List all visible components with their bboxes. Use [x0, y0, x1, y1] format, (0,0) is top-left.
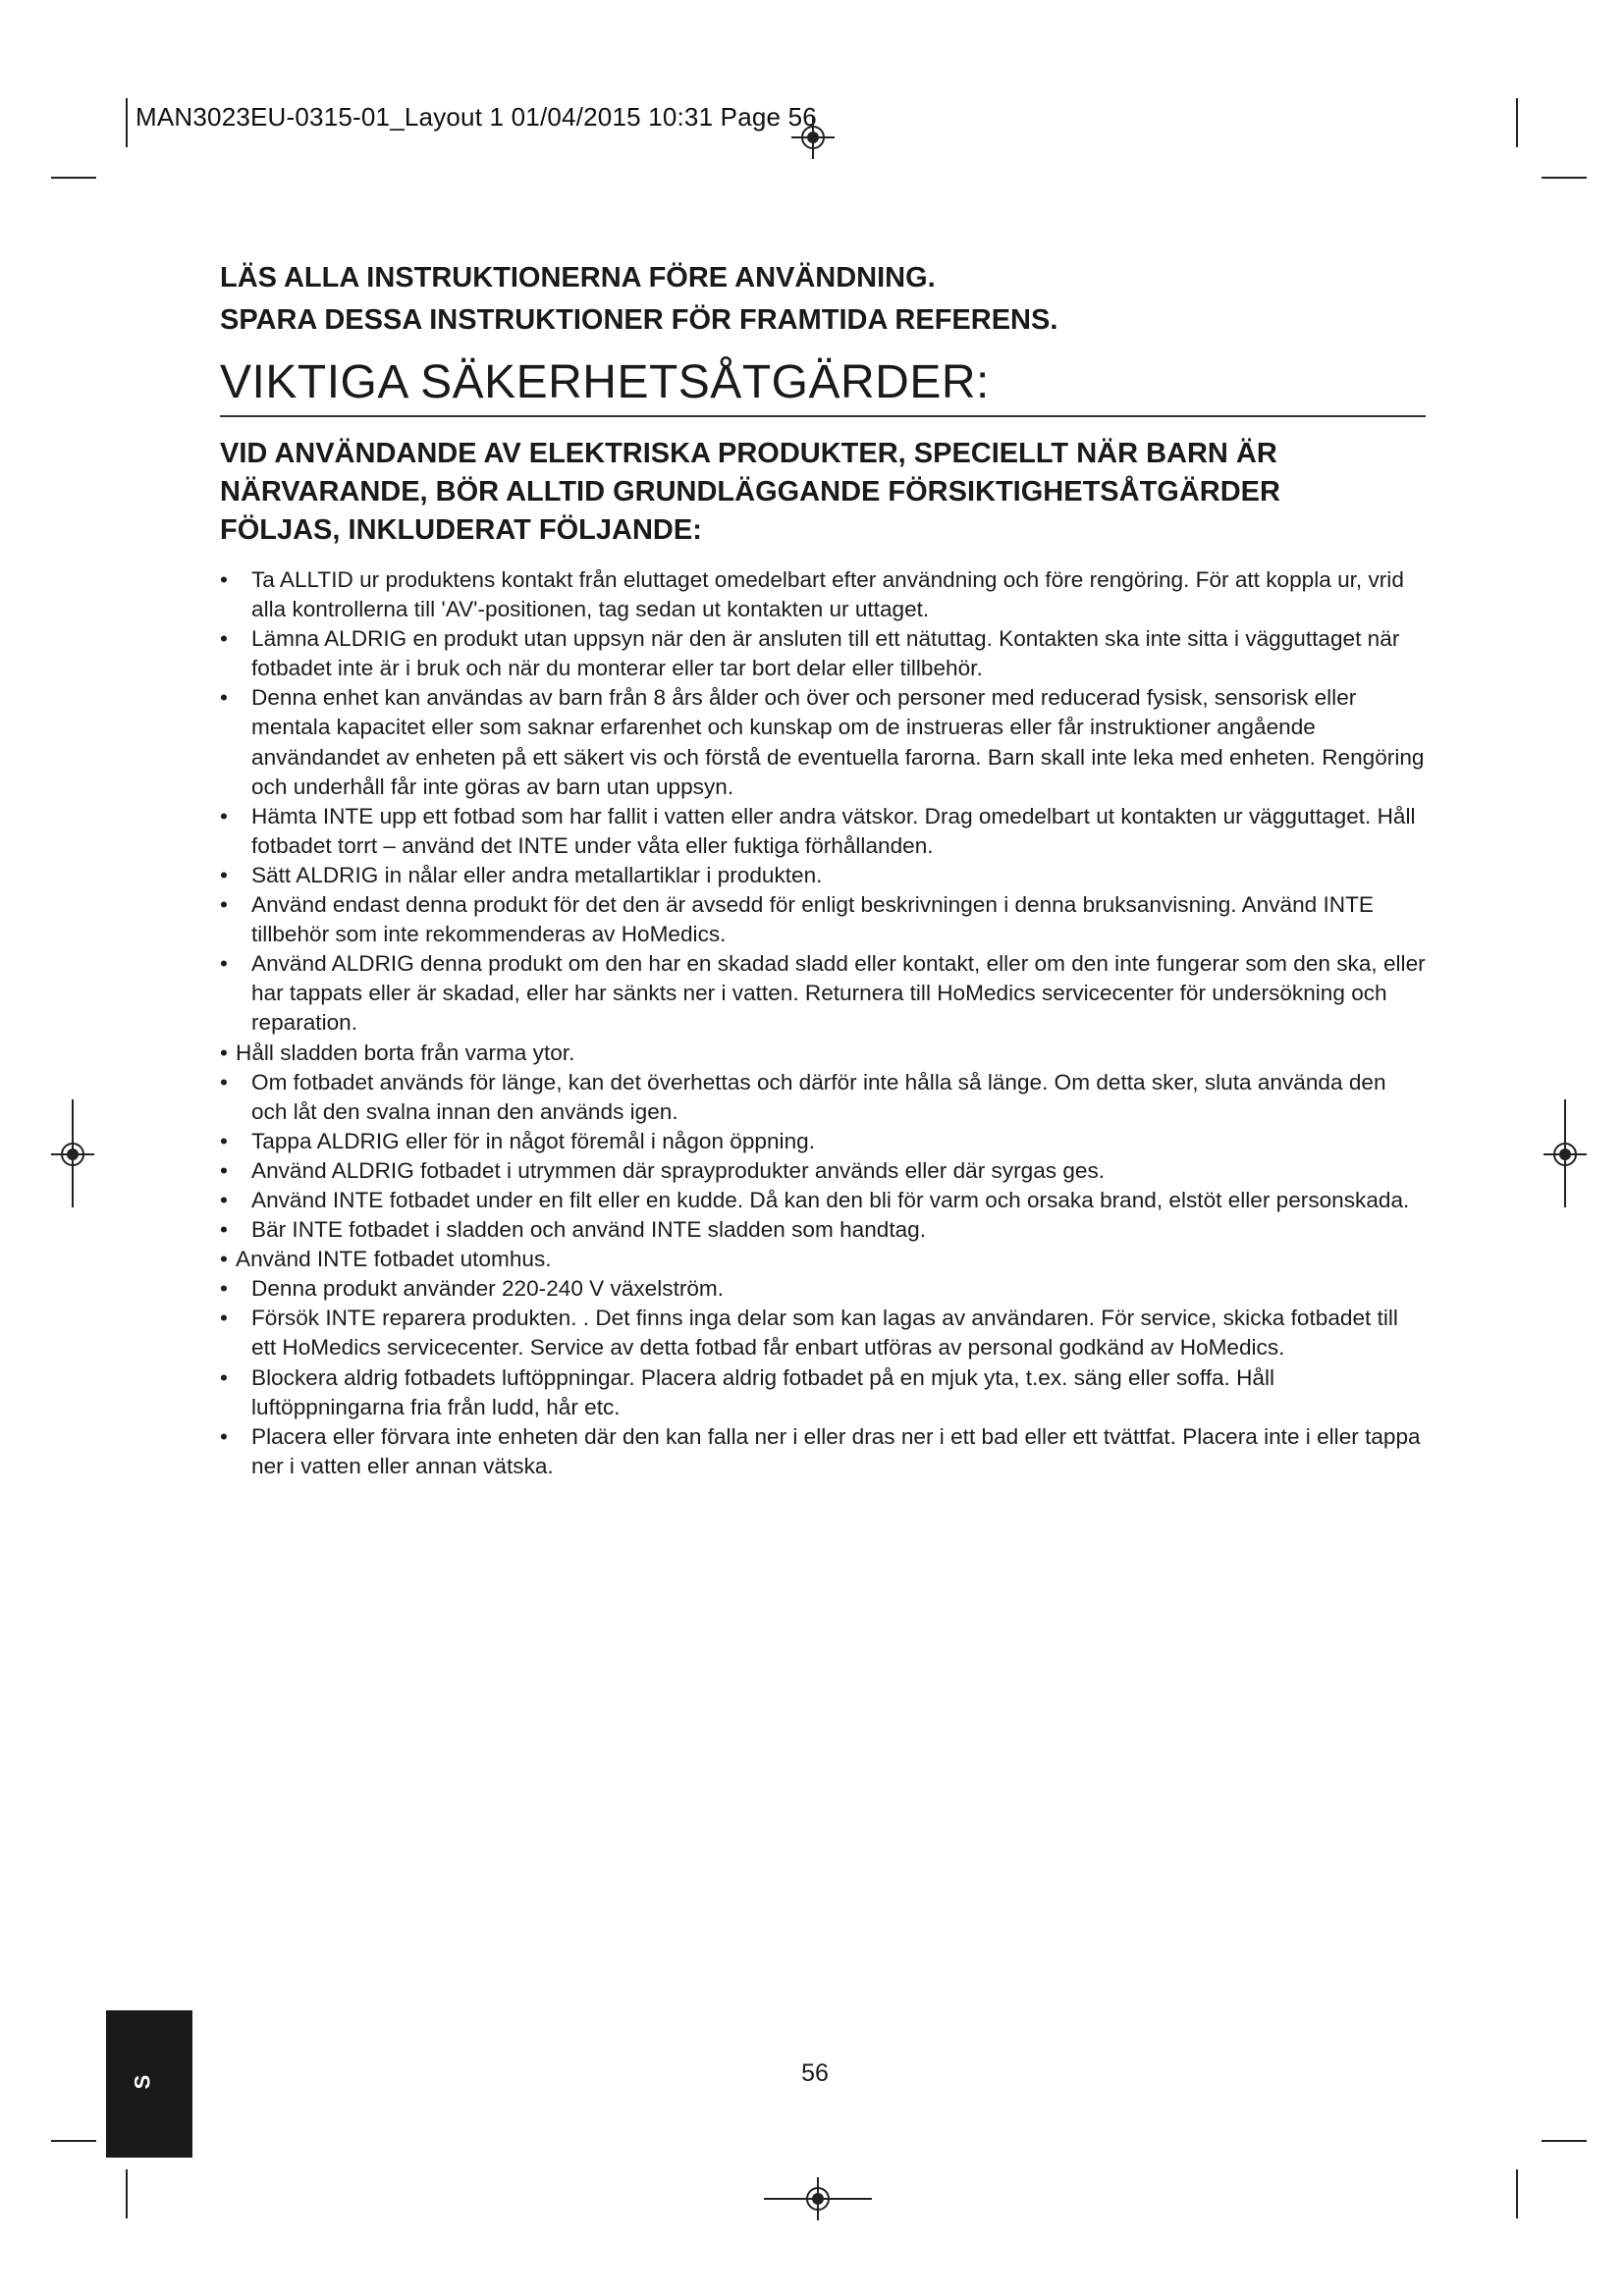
- crop-mark: [1564, 1099, 1566, 1207]
- list-item: • Försök INTE reparera produkten. . Det finns inga delar som kan lagas av användaren. För service, skicka fotbadet till ett HoMedics servicecenter. Service av detta fotbad får enbart utföras av personal godkänd av HoMedics.: [220, 1304, 1426, 1362]
- list-item: • Använd INTE fotbadet utomhus.: [220, 1245, 1426, 1274]
- document-body: [220, 257, 1426, 1481]
- crop-mark: [1542, 177, 1587, 179]
- crop-mark: [1516, 2169, 1518, 2218]
- crop-mark: [72, 1099, 74, 1207]
- list-item: • Sätt ALDRIG in nålar eller andra metallartiklar i produkten.: [220, 861, 1426, 890]
- list-item: • Lämna ALDRIG en produkt utan uppsyn när den är ansluten till ett nätuttag. Kontakten ska inte sitta i vägguttaget när fotbadet inte är i bruk och när du monterar eller tar bort delar eller tillbehör.: [220, 624, 1426, 683]
- crop-mark: [126, 2169, 128, 2218]
- list-item: • Använd INTE fotbadet under en filt eller en kudde. Då kan den bli för varm och orsaka brand, elstöt eller personskada.: [220, 1186, 1426, 1215]
- list-item: • Håll sladden borta från varma ytor.: [220, 1039, 1426, 1068]
- registration-mark-icon: [791, 116, 835, 159]
- printer-slug: MAN3023EU-0315-01_Layout 1 01/04/2015 10:31 Page 56: [135, 102, 817, 132]
- list-item: • Ta ALLTID ur produktens kontakt från eluttaget omedelbart efter användning och före rengöring. För att koppla ur, vrid alla kontrollerna till 'AV'-positionen, tag sedan ut kontakten ur uttaget.: [220, 565, 1426, 624]
- crop-mark: [1516, 98, 1518, 147]
- list-item: • Placera eller förvara inte enheten där den kan falla ner i eller dras ner i ett bad eller ett tvättfat. Placera inte i eller tappa ner i vatten eller annan vätska.: [220, 1422, 1426, 1481]
- list-item: • Bär INTE fotbadet i sladden och använd INTE sladden som handtag.: [220, 1215, 1426, 1245]
- list-item: • Hämta INTE upp ett fotbad som har fallit i vatten eller andra vätskor. Drag omedelbart ut kontakten ur vägguttaget. Håll fotbadet torrt – använd det INTE under våta eller fuktiga förhållanden.: [220, 802, 1426, 861]
- list-item: • Denna produkt använder 220-240 V växelström.: [220, 1274, 1426, 1304]
- crop-mark: [764, 2198, 872, 2200]
- list-item: • Använd ALDRIG fotbadet i utrymmen där sprayprodukter används eller där syrgas ges.: [220, 1156, 1426, 1186]
- crop-mark: [51, 177, 96, 179]
- intro-line: SPARA DESSA INSTRUKTIONER FÖR FRAMTIDA REFERENS.: [220, 304, 1058, 336]
- crop-mark: [51, 2140, 96, 2142]
- list-item: • Blockera aldrig fotbadets luftöppningar. Placera aldrig fotbadet på en mjuk yta, t.ex. säng eller soffa. Håll luftöppningarna fria från ludd, hår etc.: [220, 1363, 1426, 1422]
- language-tab: [106, 2010, 192, 2158]
- page-title: VIKTIGA SÄKERHETSÅTGÄRDER:: [220, 355, 1426, 417]
- page-number: 56: [801, 2059, 829, 2087]
- list-item: • Denna enhet kan användas av barn från 8 års ålder och över och personer med reducerad fysisk, sensorisk eller mentala kapacitet eller som saknar erfarenhet och kunskap om de instrueras eller får instruktioner angående användandet av enheten på ett säkert vis och förstå de eventuella farorna. Barn skall inte leka med enheten. Rengöring och underhåll får inte göras av barn utan uppsyn.: [220, 683, 1426, 801]
- list-item: • Om fotbadet används för länge, kan det överhettas och därför inte hålla så länge. Om detta sker, sluta använda den och låt den svalna innan den används igen.: [220, 1068, 1426, 1127]
- list-item: • Använd endast denna produkt för det den är avsedd för enligt beskrivningen i denna bruksanvisning. Använd INTE tillbehör som inte rekommenderas av HoMedics.: [220, 890, 1426, 949]
- language-tab-label: S: [130, 2074, 155, 2090]
- list-item: • Tappa ALDRIG eller för in något föremål i någon öppning.: [220, 1127, 1426, 1156]
- list-item: • Använd ALDRIG denna produkt om den har en skadad sladd eller kontakt, eller om den inte fungerar som den ska, eller har tappats eller är skadad, eller har sänkts ner i vatten. Returnera till HoMedics servicecenter för undersökning och reparation.: [220, 949, 1426, 1038]
- intro-line: LÄS ALLA INSTRUKTIONERNA FÖRE ANVÄNDNING.: [220, 262, 936, 294]
- crop-mark: [1542, 2140, 1587, 2142]
- section-subheading: VID ANVÄNDANDE AV ELEKTRISKA PRODUKTER, SPECIELLT NÄR BARN ÄR NÄRVARANDE, BÖR ALLTID GRUNDLÄGGANDE FÖRSIKTIGHETSÅTGÄRDER FÖLJAS, INKLUDERAT FÖLJANDE:: [220, 438, 1280, 546]
- crop-mark: [126, 98, 128, 147]
- safety-list: [220, 565, 1426, 1481]
